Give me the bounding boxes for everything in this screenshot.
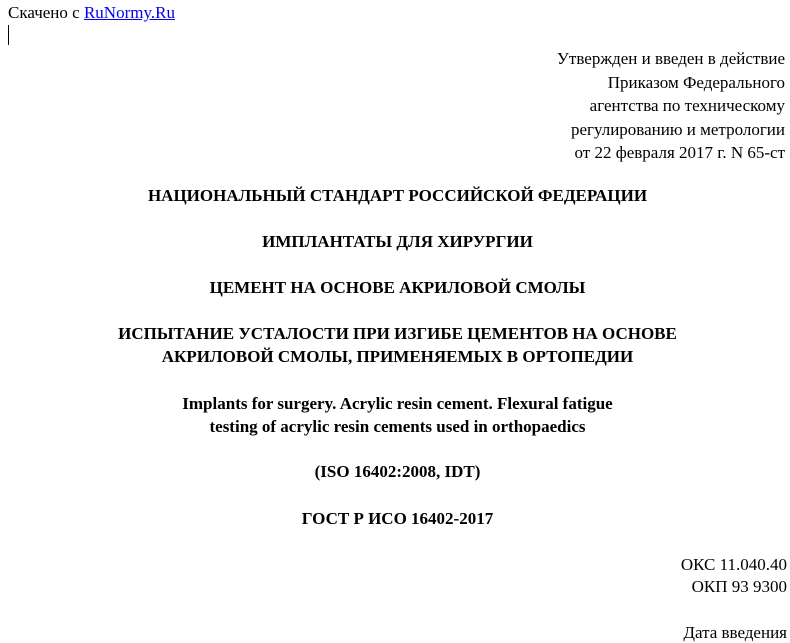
approval-line: агентства по техническому	[589, 96, 785, 115]
test-title	[0, 322, 790, 368]
test-title-line: АКРИЛОВОЙ СМОЛЫ, ПРИМЕНЯЕМЫХ В ОРТОПЕДИИ	[161, 347, 634, 366]
okp-code: ОКП 93 9300	[691, 577, 787, 596]
download-prefix: Скачено с	[8, 3, 80, 22]
approval-line: Утвержден и введен в действие	[556, 49, 785, 68]
oks-code: ОКС 11.040.40	[680, 555, 787, 574]
runormy-link[interactable]: RuNormy.Ru	[83, 3, 175, 22]
implants-heading: ИМПЛАНТАТЫ ДЛЯ ХИРУРГИИ	[262, 232, 533, 251]
download-source	[8, 3, 175, 23]
english-title-line: Implants for surgery. Acrylic resin cement. Flexural fatigue	[182, 394, 613, 413]
english-title	[0, 392, 790, 438]
approval-line: Приказом Федерального	[607, 72, 785, 92]
approval-block	[557, 47, 785, 165]
iso-reference: (ISO 16402:2008, IDT)	[314, 462, 481, 481]
intro-date-label: Дата введения	[683, 623, 787, 642]
approval-line: регулированию и метрологии	[570, 119, 785, 139]
test-title-line: ИСПЫТАНИЕ УСТАЛОСТИ ПРИ ИЗГИБЕ ЦЕМЕНТОВ НА ОСНОВЕ	[118, 324, 677, 343]
english-title-line: testing of acrylic resin cements used in orthopaedics	[209, 417, 586, 436]
classification-codes	[681, 554, 787, 598]
national-standard-heading: НАЦИОНАЛЬНЫЙ СТАНДАРТ РОССИЙСКОЙ ФЕДЕРАЦИИ	[147, 186, 648, 205]
cement-heading: ЦЕМЕНТ НА ОСНОВЕ АКРИЛОВОЙ СМОЛЫ	[209, 278, 586, 297]
text-cursor	[8, 25, 9, 45]
gost-designation: ГОСТ Р ИСО 16402-2017	[301, 509, 494, 528]
approval-line: от 22 февраля 2017 г. N 65-ст	[574, 143, 785, 162]
